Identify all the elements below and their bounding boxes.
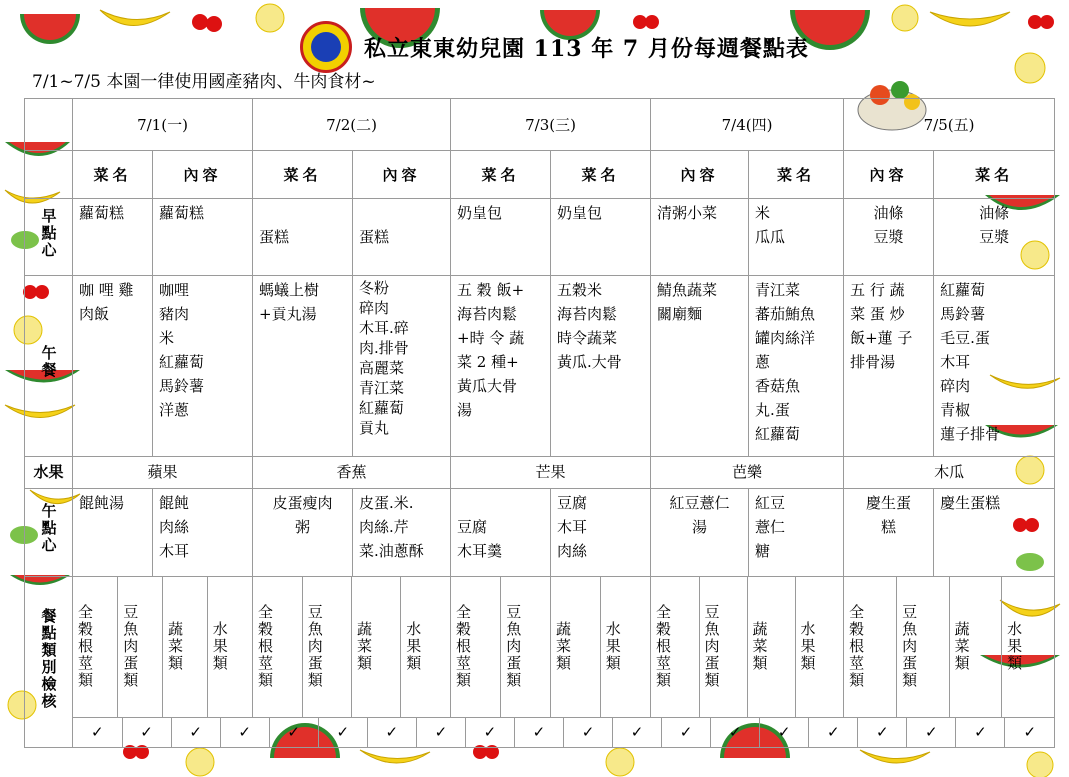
category-label: 全穀根莖類 xyxy=(847,604,866,690)
afternoon-cell: 豆腐 木耳羹 xyxy=(451,488,551,576)
afternoon-cell: 餛飩湯 xyxy=(73,488,153,576)
check-mark: ✓ xyxy=(563,718,612,747)
lunch-cell: 紅蘿蔔 馬鈴薯 毛豆.蛋 木耳 碎肉 青椒 蓮子排骨 xyxy=(934,275,1055,456)
column-header: 菜名 xyxy=(551,151,651,199)
fruit-cell: 木瓜 xyxy=(844,456,1055,488)
school-logo xyxy=(300,21,352,73)
afternoon-cell: 皮蛋.米. 肉絲.芹 菜.油蔥酥 xyxy=(353,488,451,576)
afternoon-cell: 餛飩 肉絲 木耳 xyxy=(153,488,253,576)
banana-icon xyxy=(360,750,430,763)
category-label: 全穀根莖類 xyxy=(654,604,673,690)
lunch-cell: 螞蟻上樹 +貢丸湯 xyxy=(253,275,353,456)
day-header: 7/3(三) xyxy=(451,99,651,151)
lunch-cell: 青江菜 蕃茄鮪魚 罐肉絲洋 蔥 香菇魚 丸.蛋 紅蘿蔔 xyxy=(749,275,844,456)
row-label-afternoon: 午點心 xyxy=(39,503,58,555)
day-header: 7/4(四) xyxy=(651,99,844,151)
meat-source-note: 7/1~7/5 本園一律使用國產豬肉、牛肉食材~ xyxy=(32,72,376,92)
column-header-row xyxy=(25,151,1055,199)
lunch-cell: 咖哩 豬肉 米 紅蘿蔔 馬鈴薯 洋蔥 xyxy=(153,275,253,456)
lunch-row xyxy=(25,275,1055,456)
column-header: 菜名 xyxy=(934,151,1055,199)
afternoon-snack-row xyxy=(25,488,1055,576)
afternoon-cell: 紅豆 薏仁 糖 xyxy=(749,488,844,576)
category-label: 全穀根莖類 xyxy=(454,604,473,690)
check-row xyxy=(25,717,1055,747)
row-label-breakfast: 早點心 xyxy=(39,208,58,260)
fruit-cell: 芒果 xyxy=(451,456,651,488)
category-label: 水果類 xyxy=(210,621,229,673)
category-label: 全穀根莖類 xyxy=(76,604,94,690)
banana-icon xyxy=(860,750,930,763)
fruit-row xyxy=(25,456,1055,488)
breakfast-cell: 蘿蔔糕 xyxy=(73,199,153,275)
lemon-slice-icon xyxy=(606,748,634,776)
breakfast-cell: 油條 豆漿 xyxy=(934,199,1055,275)
check-mark: ✓ xyxy=(220,718,269,747)
check-mark: ✓ xyxy=(956,718,1005,747)
category-label: 蔬菜類 xyxy=(166,621,184,673)
cherry-icon xyxy=(1028,15,1054,29)
category-label: 豆魚肉蛋類 xyxy=(305,604,324,690)
category-label: 全穀根莖類 xyxy=(256,604,275,690)
afternoon-cell: 慶生蛋糕 xyxy=(934,488,1055,576)
breakfast-cell: 蘿蔔糕 xyxy=(153,199,253,275)
check-mark: ✓ xyxy=(711,718,760,747)
day-header: 7/1(一) xyxy=(73,99,253,151)
category-label: 水果類 xyxy=(1005,621,1024,673)
breakfast-cell: 米 瓜瓜 xyxy=(749,199,844,275)
check-mark: ✓ xyxy=(465,718,514,747)
afternoon-cell: 豆腐 木耳 肉絲 xyxy=(551,488,651,576)
column-header: 內容 xyxy=(353,151,451,199)
header xyxy=(300,30,809,64)
breakfast-cell: 油條 豆漿 xyxy=(844,199,934,275)
lemon-slice-icon xyxy=(186,748,214,776)
lunch-cell: 鯖魚蔬菜 關廟麵 xyxy=(651,275,749,456)
check-mark: ✓ xyxy=(1023,723,1037,742)
category-label: 蔬菜類 xyxy=(554,621,573,673)
fruit-cell: 香蕉 xyxy=(253,456,451,488)
afternoon-cell: 紅豆薏仁 湯 xyxy=(651,488,749,576)
check-mark: ✓ xyxy=(760,718,809,747)
category-row xyxy=(25,577,1055,718)
check-mark: ✓ xyxy=(171,718,220,747)
column-header: 菜名 xyxy=(749,151,844,199)
check-mark: ✓ xyxy=(809,718,858,747)
check-mark: ✓ xyxy=(907,718,956,747)
cherry-icon xyxy=(192,14,222,32)
column-header: 菜名 xyxy=(73,151,153,199)
check-mark: ✓ xyxy=(662,718,711,747)
lemon-slice-icon xyxy=(1015,53,1045,83)
category-label: 蔬菜類 xyxy=(355,621,374,673)
afternoon-cell: 皮蛋瘦肉 粥 xyxy=(253,488,353,576)
day-header: 7/5(五) xyxy=(844,99,1055,151)
lunch-cell: 五穀米 海苔肉鬆 時令蔬菜 黃瓜.大骨 xyxy=(551,275,651,456)
lunch-cell: 五 穀 飯+ 海苔肉鬆 +時 令 蔬 菜 2 種+ 黃瓜大骨 湯 xyxy=(451,275,551,456)
column-header: 菜名 xyxy=(451,151,551,199)
afternoon-cell: 慶生蛋 糕 xyxy=(844,488,934,576)
check-mark: ✓ xyxy=(858,718,907,747)
lemon-slice-icon xyxy=(892,5,918,31)
check-mark: ✓ xyxy=(416,718,465,747)
check-mark: ✓ xyxy=(514,718,563,747)
check-mark: ✓ xyxy=(269,718,318,747)
category-label: 豆魚肉蛋類 xyxy=(504,604,523,690)
category-label: 水果類 xyxy=(603,621,622,673)
watermelon-icon xyxy=(20,14,80,44)
breakfast-cell: 蛋糕 xyxy=(253,199,353,275)
lunch-cell: 咖 哩 雞 肉飯 xyxy=(73,275,153,456)
date-row xyxy=(25,99,1055,151)
lemon-slice-icon xyxy=(1027,752,1053,777)
breakfast-cell: 奶皇包 xyxy=(551,199,651,275)
breakfast-cell: 奶皇包 xyxy=(451,199,551,275)
category-label: 蔬菜類 xyxy=(952,621,971,673)
lunch-cell: 五 行 蔬 菜 蛋 炒 飯+蓮 子 排骨湯 xyxy=(844,275,934,456)
banana-icon xyxy=(930,12,1010,26)
column-header: 內容 xyxy=(651,151,749,199)
check-mark: ✓ xyxy=(613,718,662,747)
column-header: 菜名 xyxy=(253,151,353,199)
lemon-slice-icon xyxy=(256,4,284,32)
fruit-cell: 芭樂 xyxy=(651,456,844,488)
page-title: 私立東東幼兒園 113 年 7 月份每週餐點表 xyxy=(364,35,809,62)
fruit-cell: 蘋果 xyxy=(73,456,253,488)
breakfast-cell: 清粥小菜 xyxy=(651,199,749,275)
cherry-icon xyxy=(633,15,659,29)
row-label-fruit: 水果 xyxy=(25,456,73,488)
category-label: 豆魚肉蛋類 xyxy=(121,604,140,690)
check-mark: ✓ xyxy=(73,718,122,747)
banana-icon xyxy=(100,10,170,26)
check-mark: ✓ xyxy=(367,718,416,747)
category-label: 水果類 xyxy=(798,621,817,673)
column-header: 內容 xyxy=(844,151,934,199)
category-label: 水果類 xyxy=(404,621,423,673)
breakfast-row xyxy=(25,199,1055,275)
day-header: 7/2(二) xyxy=(253,99,451,151)
category-label: 豆魚肉蛋類 xyxy=(900,604,919,690)
check-mark: ✓ xyxy=(122,718,171,747)
lunch-cell: 冬粉 碎肉 木耳.碎 肉.排骨 高麗菜 青江菜 紅蘿蔔 貢丸 xyxy=(353,275,451,456)
weekly-menu-table xyxy=(24,98,1055,748)
row-label-check: 餐點類別檢核 xyxy=(39,607,58,710)
check-mark: ✓ xyxy=(318,718,367,747)
category-label: 豆魚肉蛋類 xyxy=(702,604,721,690)
column-header: 內容 xyxy=(153,151,253,199)
category-label: 蔬菜類 xyxy=(750,621,769,673)
breakfast-cell: 蛋糕 xyxy=(353,199,451,275)
corner-cell xyxy=(25,99,73,151)
row-label-lunch: 午餐 xyxy=(39,345,58,380)
